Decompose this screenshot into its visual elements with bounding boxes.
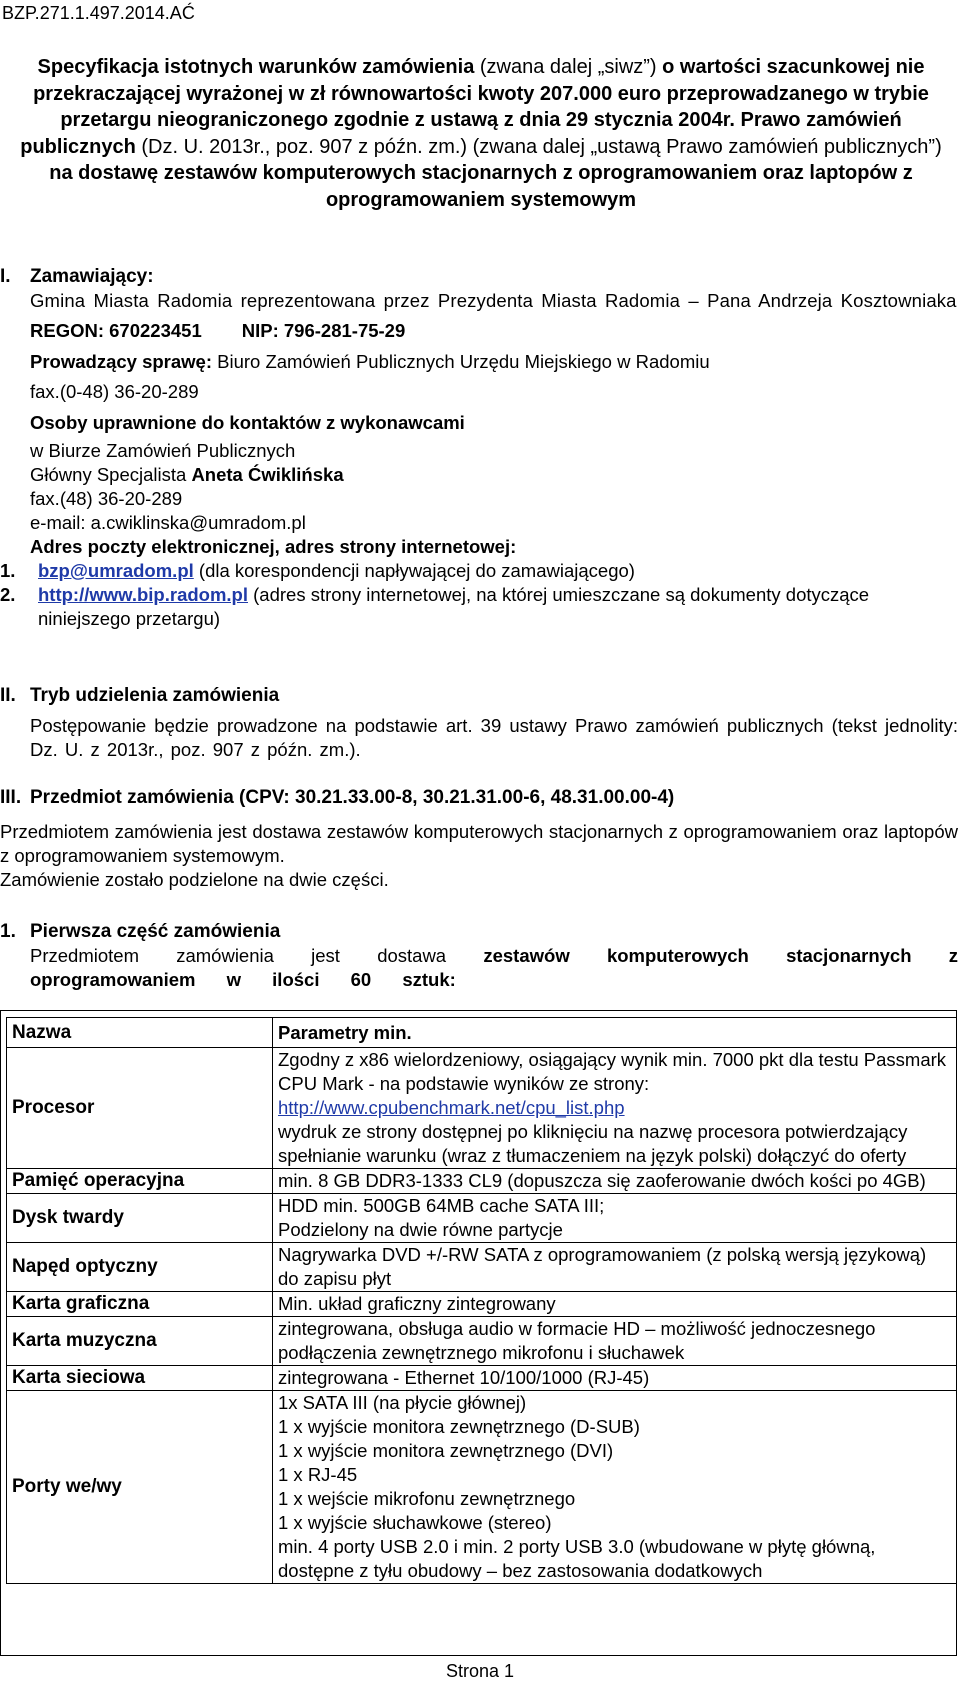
header-nazwa: Nazwa: [7, 1018, 273, 1048]
title-part-2: (zwana dalej „siwz”): [474, 56, 663, 78]
section-tryb: [0, 684, 958, 762]
table-row: Karta graficzna Min. układ graficzny zintegrowany: [7, 1292, 957, 1317]
table-row: Dysk twardy HDD min. 500GB 64MB cache SATA III; Podzielony na dwie równe partycje: [7, 1194, 957, 1243]
section-przedmiot: [0, 786, 958, 892]
prowadzacy-sprawe: Prowadzący sprawę: Biuro Zamówień Publicznych Urzędu Miejskiego w Radomiu: [30, 351, 710, 372]
section-zamawiajacy: [0, 265, 958, 631]
contact-email: e-mail: a.cwiklinska@umradom.pl: [30, 512, 306, 533]
title-part-6: na dostawę zestawów komputerowych stacjonarnych z oprogramowaniem oraz laptopów z oprogramowaniem systemowym: [49, 162, 913, 211]
table-row: Porty we/wy 1x SATA III (na płycie głównej) 1 x wyjście monitora zewnętrznego (D-SUB) 1 x wyjście monitora zewnętrznego (DVI) 1 x RJ-45 1 x wejście mikrofonu zewnętrznego 1 x wyjście słuchawkowe (stereo) min. 4 porty USB 2.0 i min. 2 porty USB 3.0 (wbudowane w płytę główną, dostępne z tyłu obudowy – bez zastosowania dodatkowych: [7, 1391, 957, 1584]
fax-2: fax.(48) 36-20-289: [30, 488, 183, 509]
header-parametry: Parametry min.: [273, 1018, 957, 1048]
przedmiot-para-1: Przedmiotem zamówienia jest dostawa zestawów komputerowych stacjonarnych z oprogramowaniem oraz laptopów z oprogramowaniem systemowym.: [0, 821, 958, 866]
przedmiot-para-2: Zamówienie zostało podzielone na dwie części.: [0, 869, 389, 890]
part-1: [0, 920, 958, 992]
fax-1: fax.(0-48) 36-20-289: [30, 381, 199, 402]
osoby-line-2: Główny Specjalista Aneta Ćwiklińska: [30, 464, 344, 485]
cpubenchmark-link[interactable]: http://www.cpubenchmark.net/cpu_list.php: [278, 1097, 625, 1118]
tryb-text: Postępowanie będzie prowadzone na podstawie art. 39 ustawy Prawo zamówień publicznych (tekst jednolity: Dz. U. z 2013r., poz. 907 z późn. zm.).: [30, 715, 958, 760]
document-reference: BZP.271.1.497.2014.AĆ: [2, 3, 195, 23]
regon-nip: REGON: 670223451 NIP: 796-281-75-29: [30, 320, 406, 341]
table-row: Karta sieciowa zintegrowana - Ethernet 10/100/1000 (RJ-45): [7, 1366, 957, 1391]
bzp-email-link[interactable]: bzp@umradom.pl: [38, 560, 194, 581]
table-row: Karta muzyczna zintegrowana, obsługa audio w formacie HD – możliwość jednoczesnego podłączenia zewnętrznego mikrofonu i słuchawek: [7, 1317, 957, 1366]
table-row: Napęd optyczny Nagrywarka DVD +/-RW SATA z oprogramowaniem (z polską wersją językową) do zapisu płyt: [7, 1243, 957, 1292]
list-item: 2. http://www.bip.radom.pl (adres strony internetowej, na której umieszczane są dokumenty dotyczące niniejszego przetargu): [0, 584, 870, 629]
part-1-description: Przedmiotem zamówienia jest dostawa zestawów komputerowych stacjonarnych z oprogramowaniem w ilości 60 sztuk:: [30, 945, 959, 990]
osoby-heading: Osoby uprawnione do kontaktów z wykonawcami: [30, 412, 465, 433]
title-part-3: o wartości szacunkowej nie przekraczającej wyrażonej w zł równowartości kwoty 207.000 euro przeprowadzanego w trybie przetargu nieograniczonego zgodnie z ustawą z dnia 29 stycznia 2004r. Prawo zamówień publicznych: [20, 56, 929, 158]
bip-website-link[interactable]: http://www.bip.radom.pl: [38, 584, 248, 605]
table-row: Procesor Zgodny z x86 wielordzeniowy, osiągający wynik min. 7000 pkt dla testu Passmark CPU Mark - na podstawie wyników ze strony: http://www.cpubenchmark.net/cpu_list.php wydruk ze strony dostępnej po kliknięciu na nazwę procesora potwierdzający spełnianie warunku (wraz z tłumaczeniem na język polski) dołączyć do oferty: [7, 1048, 957, 1169]
title-part-4: (Dz. U. 2013r., poz. 907 z późn. zm.: [135, 135, 461, 158]
title-part-5: ) (zwana dalej „ustawą Prawo zamówień publicznych”): [460, 135, 942, 158]
adres-heading: Adres poczty elektronicznej, adres strony internetowej:: [30, 536, 517, 557]
table-row: Pamięć operacyjna min. 8 GB DDR3-1333 CL9 (dopuszcza się zaoferowanie dwóch kości po 4GB): [7, 1169, 957, 1194]
section-3-heading: III. Przedmiot zamówienia (CPV: 30.21.33.00-8, 30.21.31.00-6, 48.31.00.00-4): [0, 787, 675, 808]
document-title: [20, 54, 942, 214]
section-2-heading: II. Tryb udzielenia zamówienia: [0, 685, 280, 706]
list-item: 1. bzp@umradom.pl (dla korespondencji napływającej do zamawiającego): [0, 560, 635, 581]
part-1-heading: 1. Pierwsza część zamówienia: [0, 921, 281, 942]
zamawiajacy-name: Gmina Miasta Radomia reprezentowana przez Prezydenta Miasta Radomia – Pana Andrzeja Kosztowniaka: [30, 290, 957, 311]
osoby-line-1: w Biurze Zamówień Publicznych: [30, 440, 296, 461]
table-header-row: [7, 1018, 957, 1048]
title-part-1: Specyfikacja istotnych warunków zamówienia: [37, 56, 475, 78]
section-1-heading: I. Zamawiający:: [0, 266, 154, 287]
page-number: Strona 1: [445, 1661, 515, 1681]
specification-table: [6, 1017, 957, 1584]
